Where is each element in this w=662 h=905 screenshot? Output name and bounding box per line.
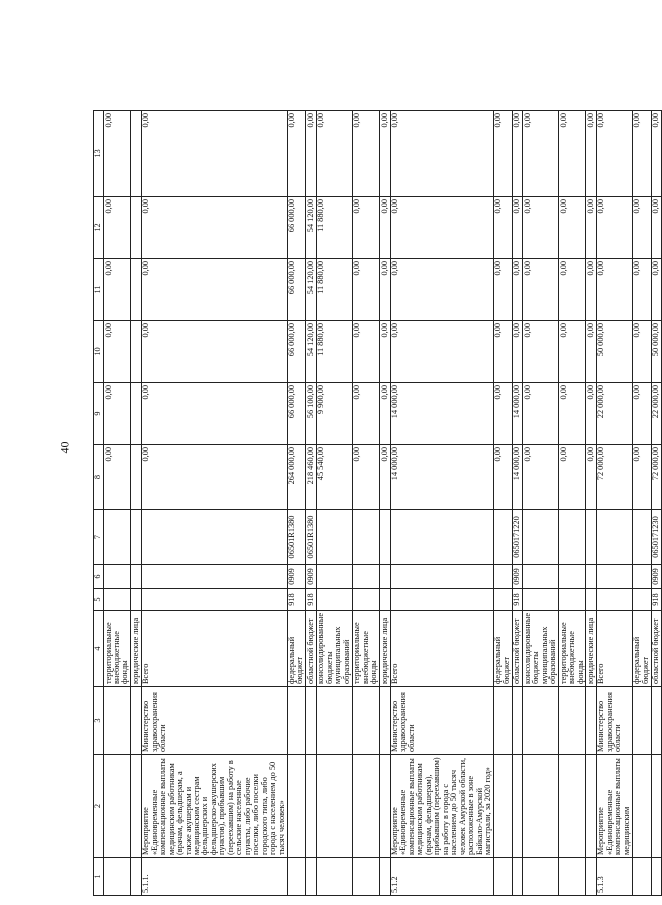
cell-event-name xyxy=(130,754,140,857)
cell-year-2020: 0,00 xyxy=(585,382,595,444)
cell-year-2023: 0,00 xyxy=(103,196,130,258)
cell-target-article: 06501R1380 xyxy=(287,509,306,564)
cell-year-2020: 0,00 xyxy=(141,382,287,444)
cell-number: 5.1.3 xyxy=(596,857,632,895)
cell-total: 264 000,00 xyxy=(287,444,306,509)
cell-total: 45 540,00 xyxy=(316,444,352,509)
cell-year-2022 xyxy=(130,258,140,320)
cell-year-2023: 0,00 xyxy=(379,196,389,258)
cell-target-article xyxy=(141,509,287,564)
cell-number xyxy=(130,857,140,895)
cell-event-name xyxy=(103,754,130,857)
cell-section xyxy=(558,564,585,588)
cell-event-name xyxy=(651,754,661,857)
cell-year-2024: 0,00 xyxy=(379,110,389,196)
cell-executor xyxy=(493,686,512,754)
cell-source: консолидированные бюджеты муниципальных образований xyxy=(316,610,352,686)
cell-section xyxy=(130,564,140,588)
cell-section xyxy=(632,564,651,588)
cell-year-2022: 0,00 xyxy=(103,258,130,320)
cell-year-2024: 0,00 xyxy=(522,110,558,196)
table-row xyxy=(558,110,585,895)
cell-year-2023: 0,00 xyxy=(596,196,632,258)
cell-event-name xyxy=(585,754,595,857)
cell-executor xyxy=(632,686,651,754)
cell-year-2023 xyxy=(130,196,140,258)
col-header: 1 xyxy=(93,857,103,895)
cell-year-2024: 0,00 xyxy=(651,110,661,196)
cell-year-2023: 0,00 xyxy=(493,196,512,258)
cell-executor xyxy=(316,686,352,754)
cell-event-name xyxy=(316,754,352,857)
cell-grbs: 918 xyxy=(651,588,661,610)
cell-year-2020: 14 000,00 xyxy=(390,382,493,444)
cell-section: 0909 xyxy=(305,564,315,588)
cell-target-article xyxy=(585,509,595,564)
cell-total: 218 460,00 xyxy=(305,444,315,509)
cell-year-2023: 0,00 xyxy=(522,196,558,258)
cell-total: 0,00 xyxy=(352,444,379,509)
cell-year-2023: 0,00 xyxy=(651,196,661,258)
cell-section xyxy=(352,564,379,588)
cell-year-2024: 0,00 xyxy=(287,110,306,196)
cell-year-2020: 22 000,00 xyxy=(651,382,661,444)
cell-target-article xyxy=(596,509,632,564)
cell-grbs xyxy=(522,588,558,610)
cell-number xyxy=(316,857,352,895)
cell-year-2022: 0,00 xyxy=(558,258,585,320)
cell-year-2020: 0,00 xyxy=(522,382,558,444)
cell-section xyxy=(103,564,130,588)
cell-year-2021: 54 120,00 xyxy=(305,320,315,382)
cell-year-2021 xyxy=(130,320,140,382)
cell-year-2020 xyxy=(130,382,140,444)
cell-target-article xyxy=(316,509,352,564)
cell-year-2022: 54 120,00 xyxy=(305,258,315,320)
cell-grbs: 918 xyxy=(512,588,522,610)
cell-number xyxy=(352,857,379,895)
cell-year-2020: 0,00 xyxy=(352,382,379,444)
col-header: 5 xyxy=(93,588,103,610)
cell-total: 0,00 xyxy=(632,444,651,509)
cell-year-2020: 14 000,00 xyxy=(512,382,522,444)
cell-event-name: Мероприятие «Единовременные компенсационные выплаты медицинским xyxy=(596,754,632,857)
cell-target-article: 06501R1380 xyxy=(305,509,315,564)
cell-year-2022: 0,00 xyxy=(352,258,379,320)
cell-source: юридические лица xyxy=(379,610,389,686)
cell-year-2024: 0,00 xyxy=(305,110,315,196)
cell-total: 72 000,00 xyxy=(651,444,661,509)
cell-source: юридические лица xyxy=(130,610,140,686)
col-header: 8 xyxy=(93,444,103,509)
table-row xyxy=(103,110,130,895)
header-row xyxy=(93,110,103,895)
cell-grbs xyxy=(141,588,287,610)
cell-executor xyxy=(130,686,140,754)
cell-event-name xyxy=(512,754,522,857)
cell-year-2022: 0,00 xyxy=(141,258,287,320)
cell-executor: Министерство здравоохранения области xyxy=(141,686,287,754)
table-row xyxy=(305,110,315,895)
cell-total: 0,00 xyxy=(141,444,287,509)
cell-total: 0,00 xyxy=(558,444,585,509)
cell-section: 0909 xyxy=(651,564,661,588)
cell-total: 0,00 xyxy=(522,444,558,509)
cell-section xyxy=(522,564,558,588)
cell-year-2024: 0,00 xyxy=(632,110,651,196)
cell-year-2024: 0,00 xyxy=(558,110,585,196)
cell-number xyxy=(512,857,522,895)
table-row xyxy=(651,110,661,895)
cell-source: областной бюджет xyxy=(651,610,661,686)
cell-number xyxy=(379,857,389,895)
cell-section xyxy=(493,564,512,588)
col-header: 3 xyxy=(93,686,103,754)
table-row xyxy=(287,110,306,895)
col-header: 11 xyxy=(93,258,103,320)
cell-section: 0909 xyxy=(287,564,306,588)
cell-event-name xyxy=(287,754,306,857)
cell-year-2021: 0,00 xyxy=(352,320,379,382)
cell-source: территориальные внебюджетные фонды xyxy=(103,610,130,686)
cell-section xyxy=(141,564,287,588)
cell-year-2022: 0,00 xyxy=(390,258,493,320)
table-row xyxy=(352,110,379,895)
cell-year-2022: 0,00 xyxy=(379,258,389,320)
cell-target-article xyxy=(130,509,140,564)
cell-grbs xyxy=(558,588,585,610)
cell-year-2020: 0,00 xyxy=(493,382,512,444)
cell-executor xyxy=(305,686,315,754)
cell-number xyxy=(522,857,558,895)
cell-year-2023: 54 120,00 xyxy=(305,196,315,258)
cell-year-2024 xyxy=(130,110,140,196)
cell-event-name: Мероприятие «Единовременные компенсационные выплаты медицинским работникам (врачам, фельдшерам, а также акушеркам и медицинским сестрам фельдшерских и фельдшерско-акушерских пунктов), прибывшим (переехавшим) на работу в сельские населенные пункты, либо рабочие поселки, либо поселки городского типа, либо города с населением до 50 тысяч человек» xyxy=(141,754,287,857)
cell-year-2022: 0,00 xyxy=(596,258,632,320)
cell-total xyxy=(130,444,140,509)
cell-event-name xyxy=(522,754,558,857)
cell-event-name xyxy=(632,754,651,857)
cell-source: федеральный бюджет xyxy=(632,610,651,686)
table-row xyxy=(522,110,558,895)
cell-number: 5.1.2 xyxy=(390,857,493,895)
page-number: 40 xyxy=(57,441,72,454)
cell-executor xyxy=(651,686,661,754)
cell-year-2021: 11 880,00 xyxy=(316,320,352,382)
cell-year-2023: 0,00 xyxy=(512,196,522,258)
cell-year-2020: 66 000,00 xyxy=(287,382,306,444)
cell-year-2023: 66 000,00 xyxy=(287,196,306,258)
cell-grbs xyxy=(390,588,493,610)
cell-total: 0,00 xyxy=(379,444,389,509)
cell-year-2021: 0,00 xyxy=(522,320,558,382)
cell-number: 5.1.1. xyxy=(141,857,287,895)
cell-year-2023: 0,00 xyxy=(632,196,651,258)
cell-executor xyxy=(352,686,379,754)
cell-section xyxy=(379,564,389,588)
cell-executor xyxy=(558,686,585,754)
cell-grbs xyxy=(379,588,389,610)
cell-number xyxy=(585,857,595,895)
cell-year-2020: 0,00 xyxy=(379,382,389,444)
table-row xyxy=(316,110,352,895)
cell-target-article xyxy=(390,509,493,564)
cell-year-2024: 0,00 xyxy=(596,110,632,196)
cell-executor: Министерство здравоохранения области xyxy=(596,686,632,754)
col-header: 2 xyxy=(93,754,103,857)
cell-year-2023: 0,00 xyxy=(585,196,595,258)
cell-number xyxy=(287,857,306,895)
cell-target-article xyxy=(558,509,585,564)
table-row xyxy=(141,110,287,895)
cell-year-2020: 0,00 xyxy=(632,382,651,444)
cell-source: Всего xyxy=(141,610,287,686)
cell-year-2021: 0,00 xyxy=(379,320,389,382)
cell-total: 14 000,00 xyxy=(512,444,522,509)
cell-grbs: 918 xyxy=(305,588,315,610)
cell-target-article xyxy=(103,509,130,564)
cell-year-2022: 0,00 xyxy=(632,258,651,320)
cell-year-2020: 22 000,00 xyxy=(596,382,632,444)
cell-number xyxy=(103,857,130,895)
cell-source: Всего xyxy=(596,610,632,686)
table-row xyxy=(390,110,493,895)
table-body xyxy=(103,110,661,895)
cell-year-2023: 0,00 xyxy=(390,196,493,258)
cell-source: областной бюджет xyxy=(305,610,315,686)
cell-year-2023: 11 880,00 xyxy=(316,196,352,258)
cell-source: территориальные внебюджетные фонды xyxy=(558,610,585,686)
cell-target-article xyxy=(379,509,389,564)
cell-total: 0,00 xyxy=(585,444,595,509)
cell-executor xyxy=(103,686,130,754)
col-header: 4 xyxy=(93,610,103,686)
cell-executor xyxy=(585,686,595,754)
cell-target-article xyxy=(352,509,379,564)
cell-grbs xyxy=(596,588,632,610)
cell-year-2024: 0,00 xyxy=(352,110,379,196)
table-row xyxy=(379,110,389,895)
cell-year-2020: 0,00 xyxy=(558,382,585,444)
cell-executor xyxy=(512,686,522,754)
cell-event-name xyxy=(352,754,379,857)
cell-number xyxy=(651,857,661,895)
cell-grbs xyxy=(130,588,140,610)
cell-year-2024: 0,00 xyxy=(390,110,493,196)
cell-year-2024: 0,00 xyxy=(103,110,130,196)
cell-target-article: 0650171220 xyxy=(512,509,522,564)
cell-year-2021: 50 000,00 xyxy=(596,320,632,382)
cell-event-name: Мероприятие «Единовременные компенсационные выплаты медицинским работникам (врачам, фельдшерам), прибывшим (переехавшим) на работу в города с населением до 50 тысяч человек Амурской области, расположенные в зоне Байкало-Амурской магистрали, за 2020 год» xyxy=(390,754,493,857)
cell-grbs xyxy=(632,588,651,610)
cell-year-2021: 50 000,00 xyxy=(651,320,661,382)
cell-target-article xyxy=(522,509,558,564)
cell-section: 0909 xyxy=(512,564,522,588)
cell-year-2022: 0,00 xyxy=(512,258,522,320)
cell-section xyxy=(596,564,632,588)
cell-grbs: 918 xyxy=(287,588,306,610)
cell-year-2021: 66 000,00 xyxy=(287,320,306,382)
cell-source: юридические лица xyxy=(585,610,595,686)
cell-year-2022: 0,00 xyxy=(493,258,512,320)
cell-grbs xyxy=(352,588,379,610)
cell-grbs xyxy=(103,588,130,610)
cell-year-2021: 0,00 xyxy=(558,320,585,382)
cell-total: 72 000,00 xyxy=(596,444,632,509)
cell-section xyxy=(390,564,493,588)
cell-number xyxy=(493,857,512,895)
cell-executor xyxy=(379,686,389,754)
table-row xyxy=(585,110,595,895)
cell-target-article xyxy=(493,509,512,564)
cell-year-2022: 0,00 xyxy=(522,258,558,320)
cell-year-2021: 0,00 xyxy=(493,320,512,382)
cell-year-2023: 0,00 xyxy=(352,196,379,258)
budget-table xyxy=(93,110,662,896)
cell-year-2023: 0,00 xyxy=(558,196,585,258)
cell-executor: Министерство здравоохранения области xyxy=(390,686,493,754)
cell-year-2024: 0,00 xyxy=(493,110,512,196)
cell-number xyxy=(305,857,315,895)
cell-year-2021: 0,00 xyxy=(141,320,287,382)
cell-event-name xyxy=(305,754,315,857)
cell-event-name xyxy=(558,754,585,857)
cell-year-2021: 0,00 xyxy=(512,320,522,382)
table-row xyxy=(130,110,140,895)
cell-source: областной бюджет xyxy=(512,610,522,686)
cell-year-2020: 56 100,00 xyxy=(305,382,315,444)
cell-number xyxy=(558,857,585,895)
cell-grbs xyxy=(316,588,352,610)
cell-year-2022: 66 000,00 xyxy=(287,258,306,320)
cell-year-2024: 0,00 xyxy=(585,110,595,196)
col-header: 13 xyxy=(93,110,103,196)
cell-number xyxy=(632,857,651,895)
cell-target-article: 0650171230 xyxy=(651,509,661,564)
col-header: 6 xyxy=(93,564,103,588)
cell-year-2021: 0,00 xyxy=(390,320,493,382)
table-row xyxy=(493,110,512,895)
cell-section xyxy=(316,564,352,588)
cell-target-article xyxy=(632,509,651,564)
cell-year-2021: 0,00 xyxy=(632,320,651,382)
cell-source: федеральный бюджет xyxy=(287,610,306,686)
col-header: 9 xyxy=(93,382,103,444)
cell-source: Всего xyxy=(390,610,493,686)
cell-executor xyxy=(287,686,306,754)
col-header: 7 xyxy=(93,509,103,564)
col-header: 12 xyxy=(93,196,103,258)
cell-total: 14 000,00 xyxy=(390,444,493,509)
cell-year-2024: 0,00 xyxy=(316,110,352,196)
table-row xyxy=(632,110,651,895)
cell-year-2021: 0,00 xyxy=(103,320,130,382)
cell-year-2022: 0,00 xyxy=(651,258,661,320)
cell-year-2024: 0,00 xyxy=(512,110,522,196)
col-header: 10 xyxy=(93,320,103,382)
rotated-table-container xyxy=(92,111,660,896)
cell-grbs xyxy=(585,588,595,610)
cell-source: консолидированные бюджеты муниципальных образований xyxy=(522,610,558,686)
cell-executor xyxy=(522,686,558,754)
cell-event-name xyxy=(493,754,512,857)
cell-grbs xyxy=(493,588,512,610)
cell-event-name xyxy=(379,754,389,857)
cell-year-2020: 9 900,00 xyxy=(316,382,352,444)
cell-total: 0,00 xyxy=(493,444,512,509)
cell-source: территориальные внебюджетные фонды xyxy=(352,610,379,686)
cell-year-2024: 0,00 xyxy=(141,110,287,196)
cell-section xyxy=(585,564,595,588)
cell-year-2023: 0,00 xyxy=(141,196,287,258)
cell-year-2022: 0,00 xyxy=(585,258,595,320)
cell-year-2022: 11 880,00 xyxy=(316,258,352,320)
table-row xyxy=(512,110,522,895)
cell-total: 0,00 xyxy=(103,444,130,509)
table-row xyxy=(596,110,632,895)
cell-year-2021: 0,00 xyxy=(585,320,595,382)
cell-year-2020: 0,00 xyxy=(103,382,130,444)
cell-source: федеральный бюджет xyxy=(493,610,512,686)
